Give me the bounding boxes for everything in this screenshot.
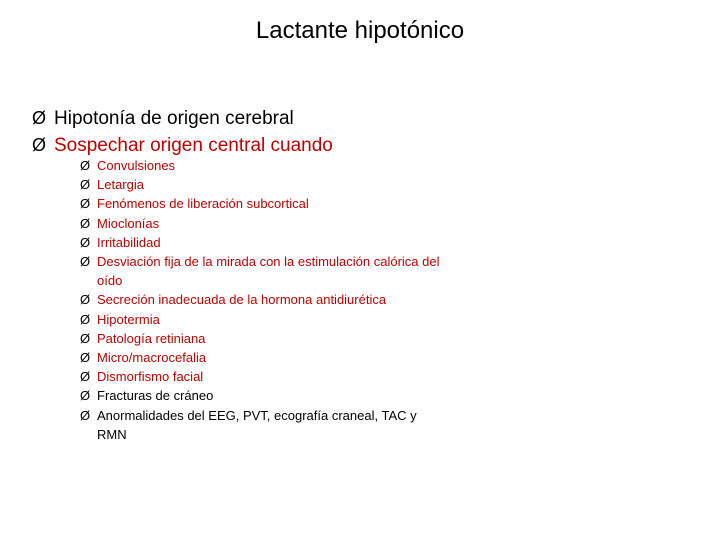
list-item-text: Dismorfismo facial — [97, 369, 204, 385]
list-item — [80, 348, 500, 367]
list-item — [80, 156, 500, 175]
arrow-bullet-icon: Ø — [80, 369, 91, 385]
list-item-text: Anormalidades del EEG, PVT, ecografía craneal, TAC y RMN — [97, 407, 417, 442]
list-item — [80, 386, 500, 405]
arrow-bullet-icon: Ø — [80, 215, 91, 231]
list-item-text: Patología retiniana — [97, 330, 206, 346]
arrow-bullet-icon: Ø — [80, 177, 91, 193]
list-item — [80, 214, 500, 233]
slide-title: Lactante hipotónico — [255, 17, 465, 44]
arrow-bullet-icon: Ø — [80, 158, 91, 173]
list-item — [80, 310, 500, 329]
arrow-bullet-icon: Ø — [80, 311, 91, 327]
list-item-text: Letargia — [97, 177, 144, 193]
arrow-bullet-icon: Ø — [32, 108, 47, 128]
list-item — [80, 175, 500, 194]
list-item — [80, 329, 500, 348]
list-item — [80, 194, 500, 213]
arrow-bullet-icon: Ø — [80, 254, 91, 270]
arrow-bullet-icon: Ø — [80, 196, 91, 212]
list-item-text: Micro/macrocefalia — [97, 350, 207, 366]
arrow-bullet-icon: Ø — [80, 292, 91, 308]
bullet-text: Sospechar origen central cuando — [54, 135, 333, 156]
list-item — [80, 290, 500, 309]
list-item-text: Irritabilidad — [97, 234, 161, 250]
list-item-text: Secreción inadecuada de la hormona antidiurética — [97, 292, 387, 308]
list-item-text: Desviación fija de la mirada con la estimulación calórica del oído — [97, 254, 440, 289]
bullet-sospechar-origen — [32, 133, 333, 158]
arrow-bullet-icon: Ø — [80, 350, 91, 366]
list-item — [80, 233, 500, 252]
bullet-hipotonia-cerebral — [32, 106, 294, 131]
criteria-list — [80, 156, 500, 444]
list-item — [80, 367, 500, 386]
arrow-bullet-icon: Ø — [80, 330, 91, 346]
list-item-text: Fenómenos de liberación subcortical — [97, 196, 309, 212]
list-item-text: Mioclonías — [97, 215, 160, 231]
list-item-text: Convulsiones — [97, 158, 176, 173]
list-item-text: Fracturas de cráneo — [97, 388, 214, 404]
arrow-bullet-icon: Ø — [80, 407, 91, 423]
list-item-text: Hipotermia — [97, 311, 160, 327]
arrow-bullet-icon: Ø — [32, 135, 47, 155]
list-item — [80, 252, 500, 290]
bullet-text: Hipotonía de origen cerebral — [54, 108, 294, 129]
arrow-bullet-icon: Ø — [80, 234, 91, 250]
arrow-bullet-icon: Ø — [80, 388, 91, 404]
list-item — [80, 406, 500, 444]
